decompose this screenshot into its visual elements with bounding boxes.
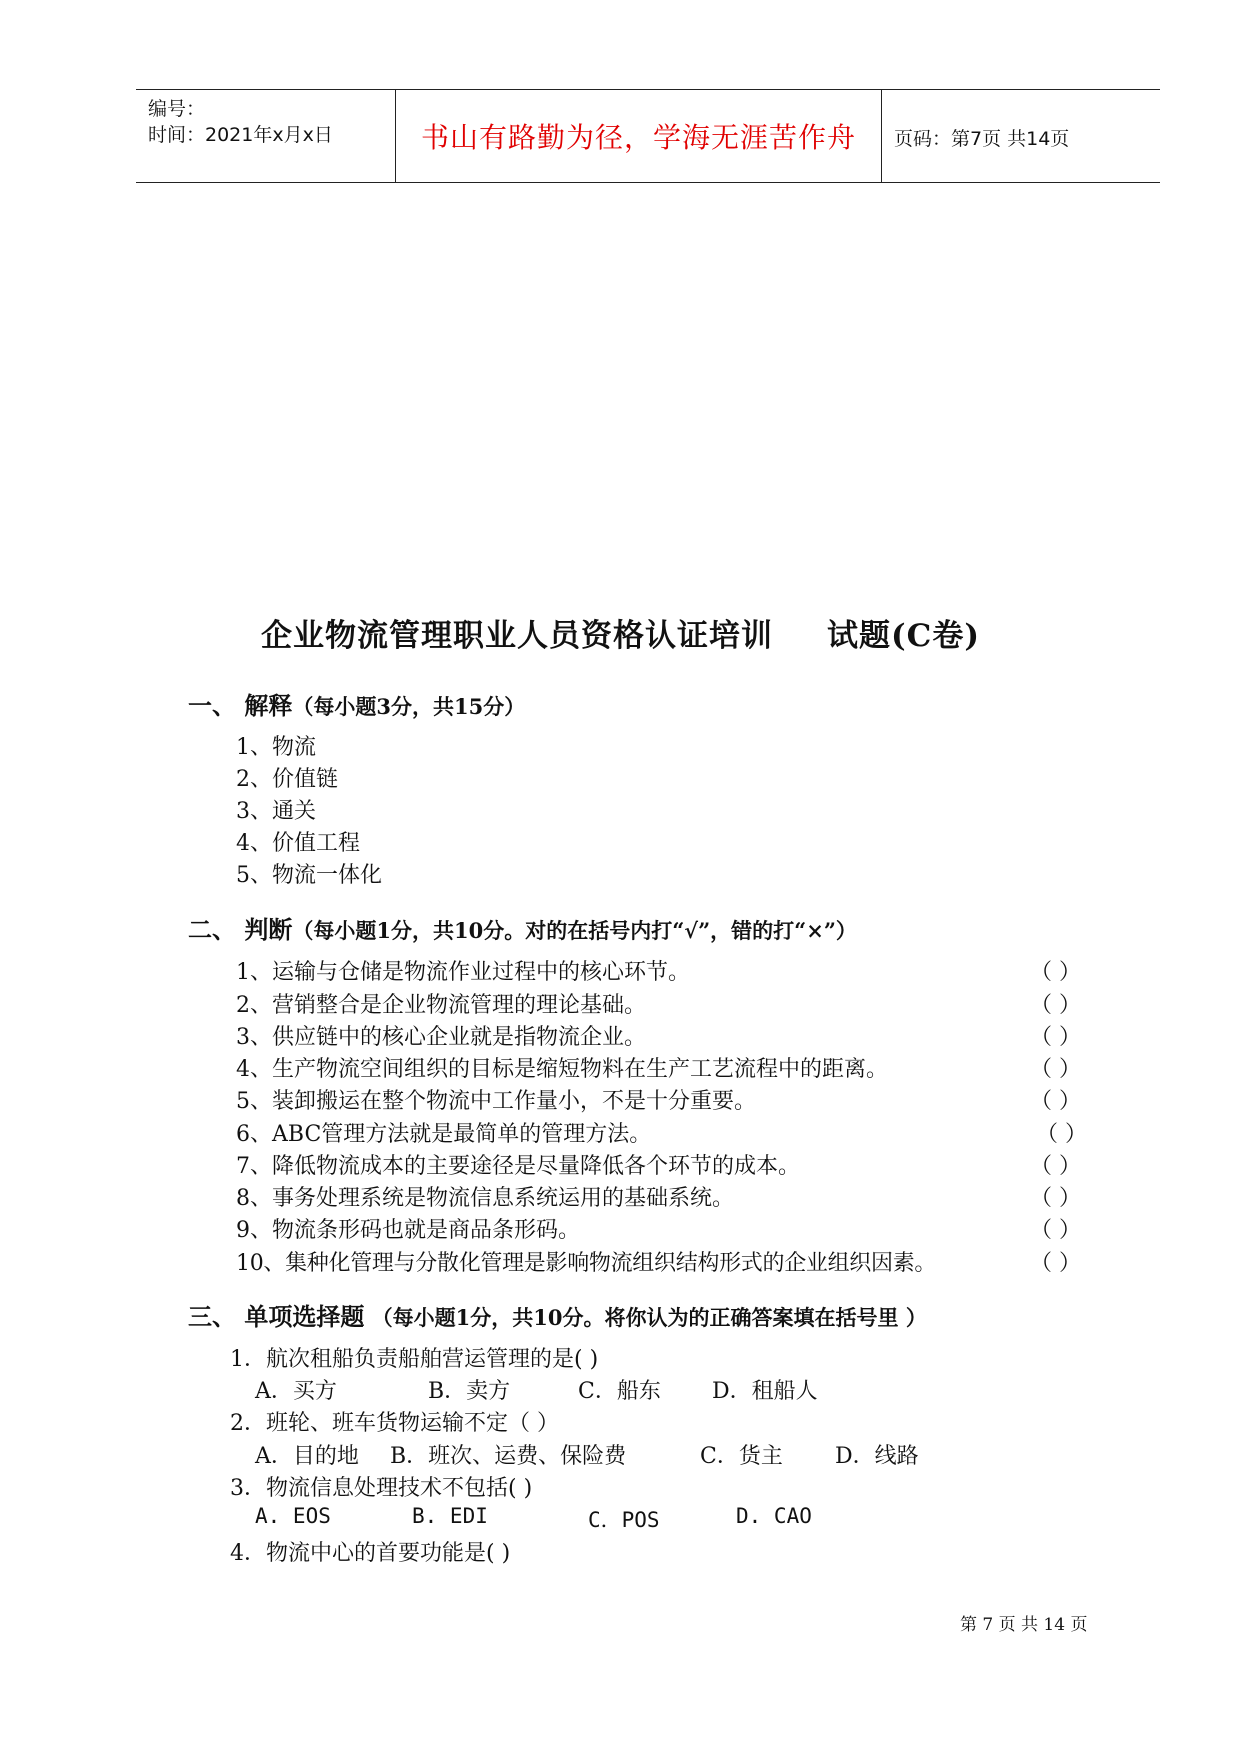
judge-item: 3、供应链中的核心企业就是指物流企业。 [236,1025,646,1050]
answer-paren: （ ） [1030,1251,1081,1276]
choice-option: A．买方 [255,1379,337,1404]
choice-option: D．租船人 [712,1379,818,1404]
header-mid-cell [396,90,882,182]
answer-paren: （ ） [1030,993,1081,1018]
answer-paren: （ ） [1030,1057,1081,1082]
section2-title: 二、 判断 [188,915,293,944]
section3-note: （每小题1分，共10分。将你认为的正确答案填在括号里 ） [364,1305,927,1330]
section1-heading [188,686,525,721]
judge-item: 8、事务处理系统是物流信息系统运用的基础系统。 [236,1186,734,1211]
section2-note: （每小题1分，共10分。对的在括号内打“√”，错的打“×”） [292,918,857,943]
choice-question: 4．物流中心的首要功能是( ) [230,1541,511,1566]
choice-option: D. CAO [736,1504,812,1528]
section2-heading [188,910,857,945]
judge-item: 4、生产物流空间组织的目标是缩短物料在生产工艺流程中的距离。 [236,1057,888,1082]
choice-option: A．目的地 [255,1444,359,1469]
title-main: 企业物流管理职业人员资格认证培训 [260,618,773,654]
answer-paren: （ ） [1036,1122,1087,1147]
page-footer: 第 7 页 共 14 页 [960,1615,1088,1635]
section3-title: 三、 单项选择题 [188,1302,365,1331]
section1-item: 4、价值工程 [236,831,360,856]
section1-item: 2、价值链 [236,767,338,792]
choice-question: 1．航次租船负责船舶营运管理的是( ) [230,1347,599,1372]
section1-item: 3、通关 [236,799,316,824]
judge-item: 7、降低物流成本的主要途径是尽量降低各个环节的成本。 [236,1154,800,1179]
page-header [136,89,1160,183]
choice-option: B．班次、运费、保险费 [390,1444,627,1469]
section3-heading [188,1297,927,1332]
answer-paren: （ ） [1030,1154,1081,1179]
choice-question: 3．物流信息处理技术不包括( ) [230,1476,533,1501]
title-suffix: 试题(C卷) [826,618,980,654]
answer-paren: （ ） [1030,1025,1081,1050]
section1-title: 一、 解释 [188,691,293,720]
judge-item: 6、ABC管理方法就是最简单的管理方法。 [236,1122,652,1147]
choice-option: C．船东 [578,1379,661,1404]
answer-paren: （ ） [1030,960,1081,985]
document-title [0,610,1241,655]
time-label: 时间：2021年x月x日 [148,124,333,146]
judge-item: 5、装卸搬运在整个物流中工作量小，不是十分重要。 [236,1089,756,1114]
judge-item: 1、运输与仓储是物流作业过程中的核心环节。 [236,960,690,985]
answer-paren: （ ） [1030,1089,1081,1114]
choice-option: A. EOS [255,1504,331,1528]
judge-item: 2、营销整合是企业物流管理的理论基础。 [236,993,646,1018]
answer-paren: （ ） [1030,1218,1081,1243]
section1-item: 5、物流一体化 [236,863,382,888]
choice-option: C．货主 [700,1444,783,1469]
header-right-cell [882,90,1160,182]
choice-option: B．卖方 [428,1379,511,1404]
number-label: 编号： [148,98,206,120]
judge-item: 9、物流条形码也就是商品条形码。 [236,1218,580,1243]
page-code: 页码：第7页 共14页 [894,128,1070,150]
judge-item: 10、集种化管理与分散化管理是影响物流组织结构形式的企业组织因素。 [236,1251,937,1276]
answer-paren: （ ） [1030,1186,1081,1211]
section1-note: （每小题3分，共15分） [292,694,526,719]
motto: 书山有路勤为径，学海无涯苦作舟 [420,121,856,154]
section1-item: 1、物流 [236,735,316,760]
header-left-cell [136,90,396,182]
choice-option: B. EDI [412,1504,488,1528]
choice-option: D．线路 [835,1444,919,1469]
choice-option: C．POS [588,1508,660,1532]
choice-question: 2．班轮、班车货物运输不定（ ） [230,1411,559,1436]
